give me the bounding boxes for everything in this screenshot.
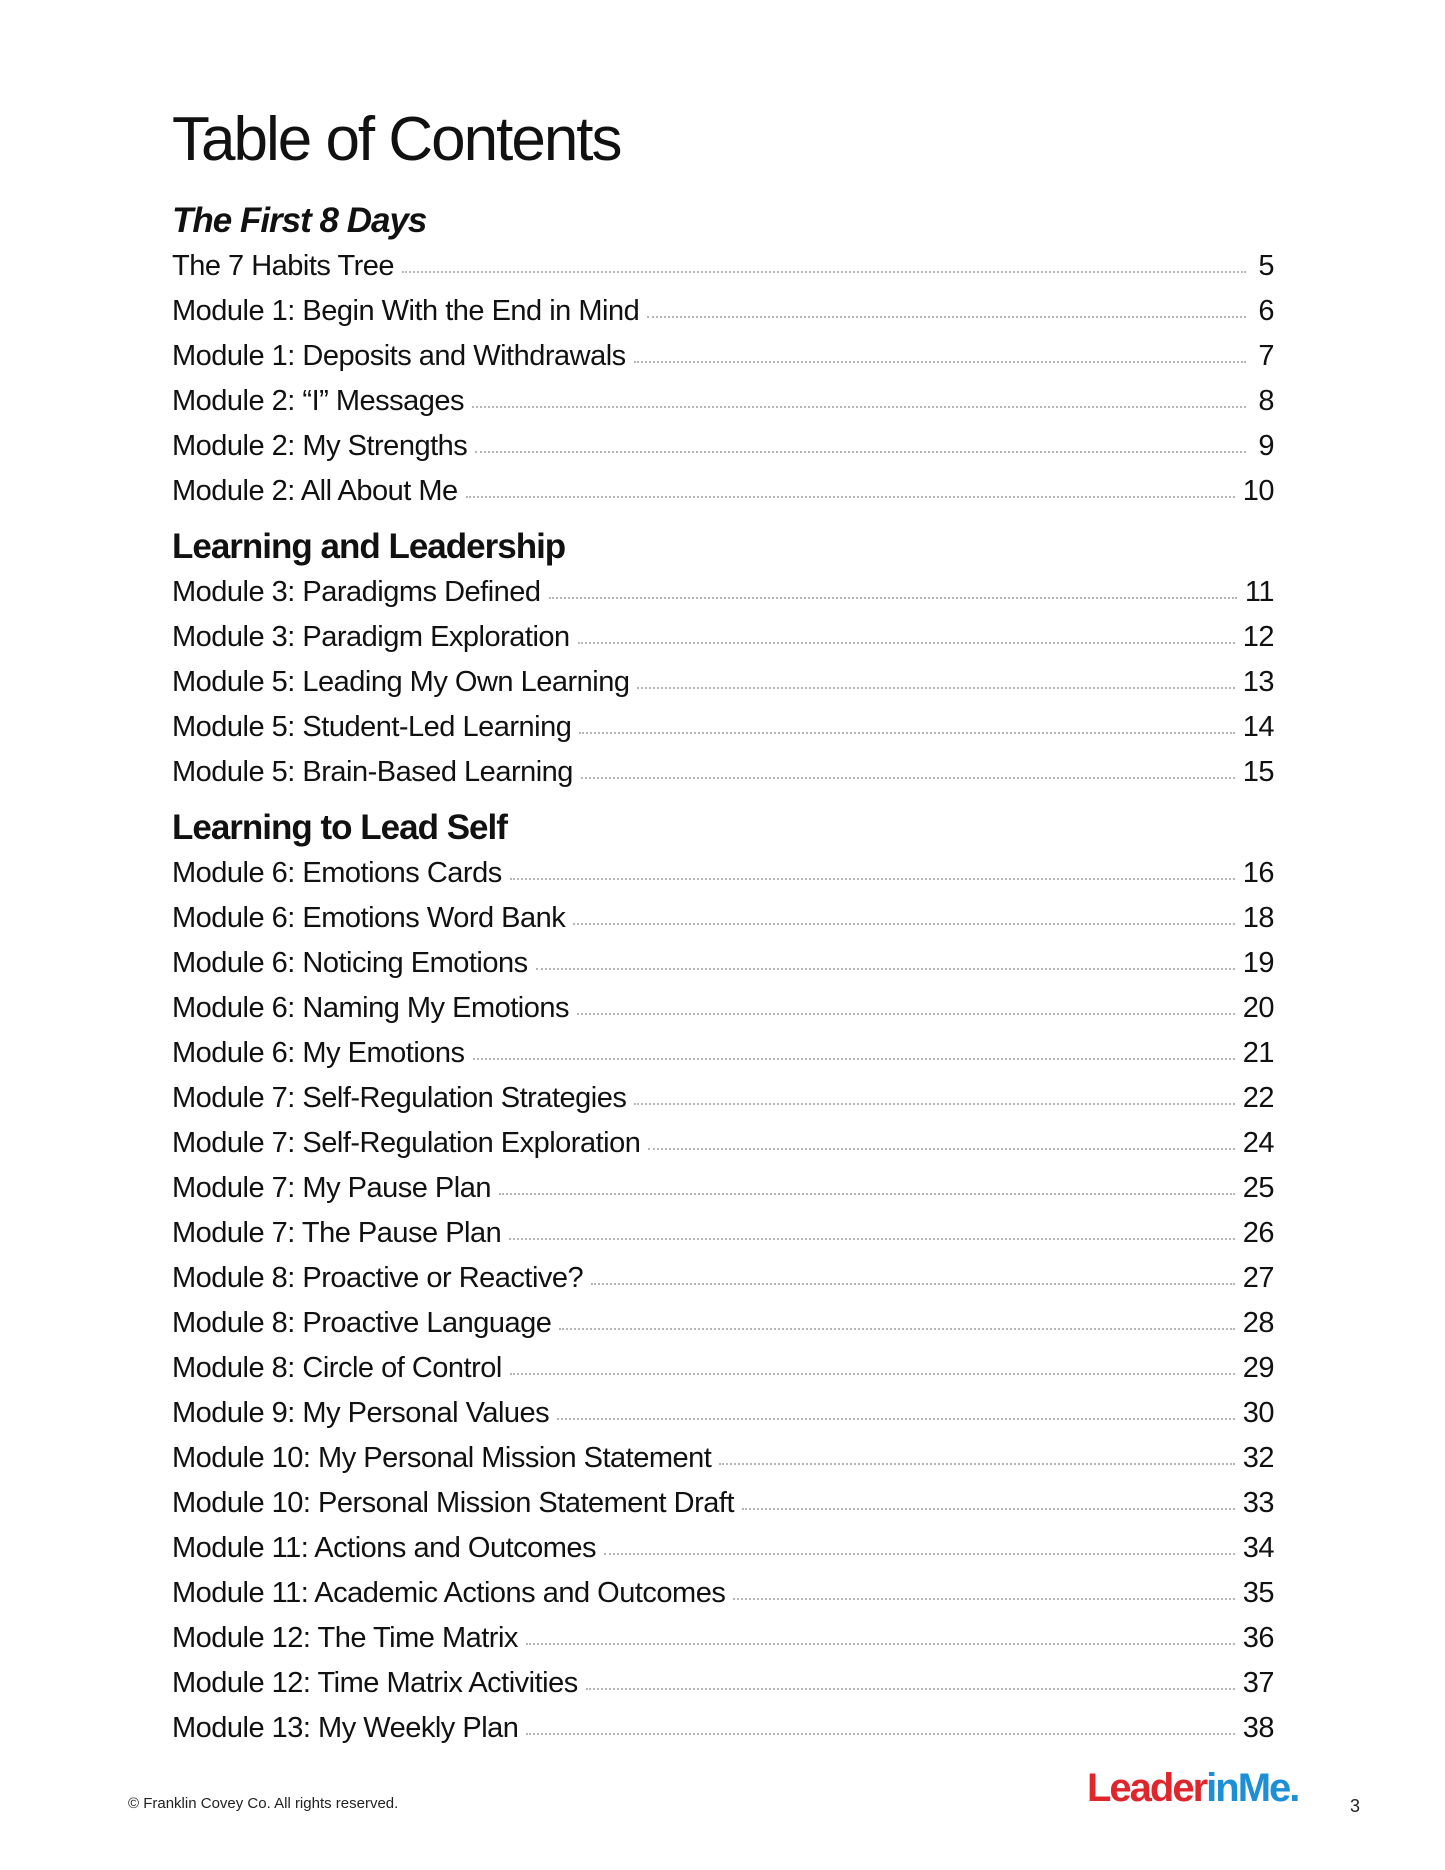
- dot-leader: [499, 1193, 1235, 1195]
- dot-leader: [733, 1598, 1234, 1600]
- table-of-contents: [172, 198, 1274, 1751]
- toc-entry-page: 34: [1242, 1532, 1274, 1564]
- toc-entry-page: 11: [1244, 576, 1274, 608]
- toc-entry-page: 12: [1242, 621, 1274, 653]
- toc-entry: [172, 1661, 1274, 1706]
- toc-entry: [172, 1256, 1274, 1301]
- toc-entry-page: 8: [1258, 385, 1274, 417]
- toc-entry: [172, 289, 1274, 334]
- toc-entry-title: Module 8: Proactive Language: [172, 1307, 552, 1339]
- dot-leader: [648, 1148, 1234, 1150]
- toc-entry: [172, 1211, 1274, 1256]
- toc-entry-title: Module 5: Brain-Based Learning: [172, 756, 573, 788]
- toc-entry: [172, 1526, 1274, 1571]
- dot-leader: [634, 1103, 1234, 1105]
- toc-entry-page: 26: [1242, 1217, 1274, 1249]
- toc-entry: [172, 851, 1274, 896]
- toc-entry-page: 21: [1242, 1037, 1274, 1069]
- dot-leader: [634, 361, 1246, 363]
- toc-entry-page: 28: [1242, 1307, 1274, 1339]
- dot-leader: [647, 316, 1246, 318]
- toc-entry: [172, 424, 1274, 469]
- dot-leader: [742, 1508, 1235, 1510]
- dot-leader: [509, 1238, 1234, 1240]
- toc-entry-page: 32: [1242, 1442, 1274, 1474]
- logo-text-in: in: [1206, 1766, 1238, 1810]
- toc-entry: [172, 1166, 1274, 1211]
- toc-entry: [172, 1706, 1274, 1751]
- dot-leader: [536, 968, 1235, 970]
- toc-entry-page: 19: [1242, 947, 1274, 979]
- toc-entry-title: Module 5: Leading My Own Learning: [172, 666, 630, 698]
- toc-entry-title: Module 7: Self-Regulation Exploration: [172, 1127, 641, 1159]
- toc-entry-title: Module 7: Self-Regulation Strategies: [172, 1082, 627, 1114]
- toc-entry: [172, 1616, 1274, 1661]
- dot-leader: [637, 687, 1234, 689]
- page-number: 3: [1350, 1796, 1361, 1816]
- toc-entry: [172, 1301, 1274, 1346]
- dot-leader: [472, 406, 1246, 408]
- toc-entry-page: 25: [1242, 1172, 1274, 1204]
- toc-entry: [172, 941, 1274, 986]
- dot-leader: [402, 271, 1246, 273]
- toc-entry-page: 38: [1242, 1712, 1274, 1744]
- dot-leader: [526, 1643, 1235, 1645]
- toc-entry: [172, 1571, 1274, 1616]
- dot-leader: [526, 1733, 1234, 1735]
- dot-leader: [573, 923, 1234, 925]
- toc-entry-title: Module 3: Paradigm Exploration: [172, 621, 570, 653]
- toc-entry-page: 13: [1242, 666, 1274, 698]
- toc-entry-page: 16: [1242, 857, 1274, 889]
- toc-entry-title: Module 11: Academic Actions and Outcomes: [172, 1577, 726, 1609]
- toc-entry-title: Module 12: Time Matrix Activities: [172, 1667, 578, 1699]
- toc-entry-page: 22: [1242, 1082, 1274, 1114]
- toc-entry-page: 7: [1258, 340, 1274, 372]
- toc-entry-page: 15: [1242, 756, 1274, 788]
- toc-entry-title: Module 8: Circle of Control: [172, 1352, 502, 1384]
- toc-entry-title: Module 1: Begin With the End in Mind: [172, 295, 640, 327]
- toc-entry: [172, 660, 1274, 705]
- dot-leader: [559, 1328, 1234, 1330]
- section-heading: Learning to Lead Self: [172, 808, 507, 847]
- toc-entry-title: Module 6: Emotions Cards: [172, 857, 502, 889]
- toc-entry: [172, 1346, 1274, 1391]
- toc-entry: [172, 1121, 1274, 1166]
- toc-entry-page: 36: [1242, 1622, 1274, 1654]
- dot-leader: [475, 451, 1246, 453]
- toc-entry-title: Module 6: Naming My Emotions: [172, 992, 569, 1024]
- dot-leader: [579, 732, 1234, 734]
- toc-entry: [172, 1391, 1274, 1436]
- footer-copyright: © Franklin Covey Co. All rights reserved.: [128, 1795, 399, 1812]
- toc-entry: [172, 1481, 1274, 1526]
- toc-entry: [172, 1031, 1274, 1076]
- toc-entry: [172, 570, 1274, 615]
- toc-entry-title: Module 5: Student-Led Learning: [172, 711, 572, 743]
- toc-entry-title: Module 13: My Weekly Plan: [172, 1712, 519, 1744]
- dot-leader: [557, 1418, 1235, 1420]
- page-title: Table of Contents: [172, 105, 621, 174]
- dot-leader: [586, 1688, 1235, 1690]
- toc-entry-page: 24: [1242, 1127, 1274, 1159]
- leader-in-me-logo: [1087, 1768, 1298, 1808]
- toc-entry-title: Module 7: The Pause Plan: [172, 1217, 502, 1249]
- toc-entry: [172, 1436, 1274, 1481]
- toc-entry-page: 35: [1242, 1577, 1274, 1609]
- toc-entry-page: 5: [1258, 250, 1274, 282]
- toc-entry-title: Module 2: All About Me: [172, 475, 458, 507]
- toc-entry-title: Module 2: “I” Messages: [172, 385, 465, 417]
- toc-entry-page: 20: [1242, 992, 1274, 1024]
- toc-entry: [172, 750, 1274, 795]
- dot-leader: [510, 878, 1235, 880]
- toc-entry-page: 14: [1242, 711, 1274, 743]
- toc-entry-title: Module 1: Deposits and Withdrawals: [172, 340, 626, 372]
- toc-entry: [172, 615, 1274, 660]
- toc-entry-page: 9: [1258, 430, 1274, 462]
- toc-entry-title: Module 7: My Pause Plan: [172, 1172, 491, 1204]
- toc-entry: [172, 469, 1274, 514]
- dot-leader: [473, 1058, 1235, 1060]
- toc-entry-title: Module 3: Paradigms Defined: [172, 576, 541, 608]
- dot-leader: [466, 496, 1235, 498]
- toc-entry-title: Module 12: The Time Matrix: [172, 1622, 518, 1654]
- dot-leader: [549, 597, 1237, 599]
- toc-entry-title: The 7 Habits Tree: [172, 250, 394, 282]
- toc-entry-page: 30: [1242, 1397, 1274, 1429]
- toc-entry: [172, 986, 1274, 1031]
- toc-entry-page: 27: [1242, 1262, 1274, 1294]
- toc-entry-title: Module 8: Proactive or Reactive?: [172, 1262, 584, 1294]
- logo-text-me: Me.: [1237, 1766, 1299, 1810]
- toc-entry-title: Module 10: Personal Mission Statement Draft: [172, 1487, 734, 1519]
- toc-entry: [172, 896, 1274, 941]
- toc-entry: [172, 379, 1274, 424]
- toc-entry-title: Module 9: My Personal Values: [172, 1397, 550, 1429]
- toc-entry-page: 37: [1242, 1667, 1274, 1699]
- toc-entry: [172, 705, 1274, 750]
- dot-leader: [578, 642, 1235, 644]
- toc-entry-title: Module 11: Actions and Outcomes: [172, 1532, 597, 1564]
- toc-entry-title: Module 6: Noticing Emotions: [172, 947, 528, 979]
- toc-entry-title: Module 6: My Emotions: [172, 1037, 465, 1069]
- dot-leader: [581, 777, 1235, 779]
- toc-entry-page: 10: [1242, 475, 1274, 507]
- dot-leader: [604, 1553, 1235, 1555]
- toc-entry: [172, 334, 1274, 379]
- dot-leader: [577, 1013, 1235, 1015]
- toc-entry-page: 29: [1242, 1352, 1274, 1384]
- logo-text-leader: Leader: [1087, 1766, 1207, 1810]
- dot-leader: [591, 1283, 1235, 1285]
- toc-entry-page: 6: [1258, 295, 1274, 327]
- dot-leader: [510, 1373, 1235, 1375]
- toc-entry: [172, 1076, 1274, 1121]
- section-heading: Learning and Leadership: [172, 527, 566, 566]
- toc-entry-page: 18: [1242, 902, 1274, 934]
- toc-entry-title: Module 2: My Strengths: [172, 430, 468, 462]
- toc-entry-page: 33: [1242, 1487, 1274, 1519]
- toc-entry-title: Module 10: My Personal Mission Statement: [172, 1442, 712, 1474]
- section-heading: The First 8 Days: [172, 201, 427, 240]
- toc-entry: [172, 244, 1274, 289]
- dot-leader: [719, 1463, 1234, 1465]
- toc-entry-title: Module 6: Emotions Word Bank: [172, 902, 566, 934]
